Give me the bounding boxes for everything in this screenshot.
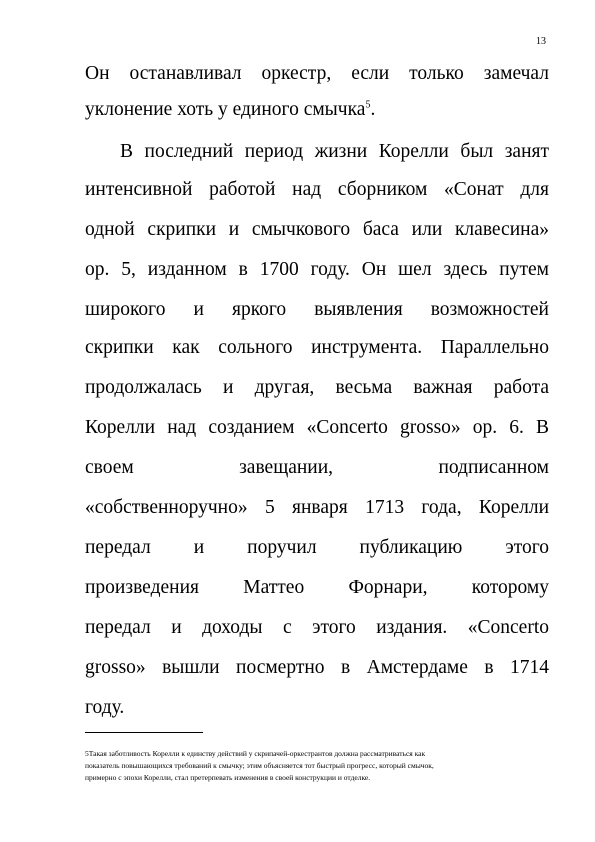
body-line-11-word-1: своем <box>85 457 134 478</box>
footnote-line-1: 5Такая заботливость Корелли к единству действий у скрипачей-оркестрантов должна рассматриваться как <box>85 749 426 758</box>
body-line-7: широкого и яркого выявления возможностей <box>85 299 549 320</box>
body-line-2-text: уклонение хоть у единого смычка <box>85 99 366 120</box>
body-line-8: скрипки как сольного инструмента. Параллельно <box>85 337 549 358</box>
body-line-5: одной скрипки и смычкового баса или клавесина» <box>85 219 549 240</box>
page-number: 13 <box>536 36 546 47</box>
body-line-16: grosso» вышли посмертно в Амстердаме в 1714 <box>85 657 549 678</box>
body-line-14: произведения Маттео Форнари, которому <box>85 577 549 598</box>
body-line-1: Он останавливал оркестр, если только замечал <box>85 63 549 84</box>
body-line-6: op. 5, изданном в 1700 году. Он шел здесь путем <box>85 259 549 280</box>
body-line-9: продолжалась и другая, весьма важная работа <box>85 377 549 398</box>
footnote-line-2: показатель повышающихся требований к смычку; этим объясняется тот быстрый прогресс, который смычок, <box>85 761 434 770</box>
body-line-11-word-3: подписанном <box>438 457 549 478</box>
body-line-2-period: . <box>370 99 376 120</box>
body-line-4: интенсивной работой над сборником «Сонат для <box>85 179 549 200</box>
footnote-reference: 5 <box>365 99 371 111</box>
footnote-divider <box>85 732 203 733</box>
body-line-12: «собственноручно» 5 января 1713 года, Корелли <box>85 497 549 518</box>
footnote-line-3: примерно с эпохи Корелли, стал претерпевать изменения в своей конструкции и отделке. <box>85 773 371 782</box>
body-line-10: Корелли над созданием «Concerto grosso» op. 6. В <box>85 417 549 438</box>
body-line-13: передал и поручил публикацию этого <box>85 537 549 558</box>
body-line-2 <box>85 98 549 122</box>
body-line-11-word-2: завещании, <box>239 457 334 478</box>
body-line-17: году. <box>85 697 125 718</box>
body-line-15: передал и доходы с этого издания. «Concerto <box>85 617 549 638</box>
body-line-11 <box>85 456 549 480</box>
body-line-3: В последний период жизни Корелли был занят <box>120 141 549 162</box>
